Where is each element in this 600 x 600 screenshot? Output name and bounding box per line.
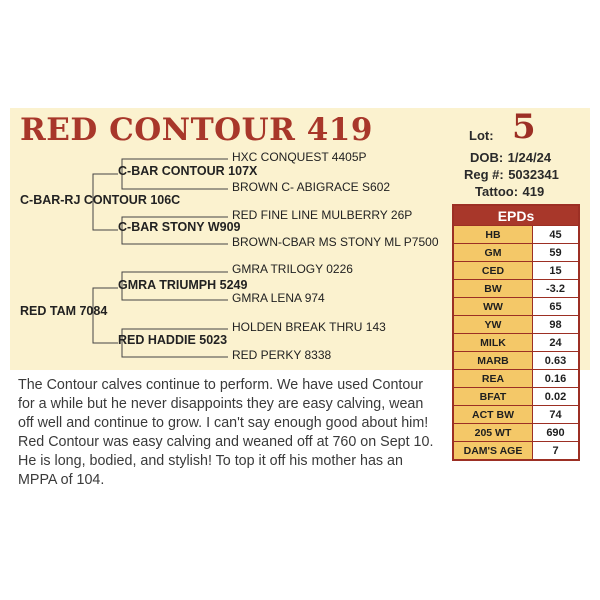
epd-label: REA (453, 370, 533, 388)
epd-row (453, 352, 579, 370)
pedigree-sire-dam: C-BAR STONY W909 (118, 220, 241, 234)
pedigree-sire-sire-dam: BROWN C- ABIGRACE S602 (232, 180, 391, 194)
pedigree-dam-sire-dam: GMRA LENA 974 (232, 291, 325, 305)
pedigree-sire-sire: C-BAR CONTOUR 107X (118, 164, 258, 178)
epd-row (453, 424, 579, 442)
epd-label: GM (453, 244, 533, 262)
epd-value: -3.2 (533, 280, 580, 298)
epd-value: 59 (533, 244, 580, 262)
epd-table (452, 204, 580, 461)
epd-label: 205 WT (453, 424, 533, 442)
epd-value: 0.63 (533, 352, 580, 370)
epd-value: 7 (533, 442, 580, 461)
epd-row (453, 370, 579, 388)
pedigree-sire-dam-dam: BROWN-CBAR MS STONY ML P7500 (232, 235, 439, 249)
epd-row (453, 244, 579, 262)
lot-label: Lot: (469, 128, 494, 143)
dob-label: DOB: (470, 150, 504, 165)
tattoo-value: 419 (522, 184, 545, 199)
description-paragraph: The Contour calves continue to perform. We have used Contour for a while but he never disappoints they are easy calving, wean off well and continue to grow. I can't say enough good about him! Red Contour was easy calving and weaned off at 760 on Sept 10. He is long, bodied, and stylish! To top it off his mother has an MPPA of 104. (18, 377, 434, 488)
pedigree-dam-sire: GMRA TRIUMPH 5249 (118, 278, 248, 292)
epd-label: MARB (453, 352, 533, 370)
epd-value: 98 (533, 316, 580, 334)
animal-name-title: RED CONTOUR 419 (20, 112, 373, 148)
pedigree-dam-dam-sire: HOLDEN BREAK THRU 143 (232, 320, 386, 334)
pedigree-dam: RED TAM 7084 (20, 304, 108, 318)
epd-row (453, 388, 579, 406)
epd-label: WW (453, 298, 533, 316)
pedigree-dam-dam: RED HADDIE 5023 (118, 333, 228, 347)
pedigree-sire: C-BAR-RJ CONTOUR 106C (20, 193, 181, 207)
epd-value: 65 (533, 298, 580, 316)
epd-value: 0.16 (533, 370, 580, 388)
pedigree-dam-sire-sire: GMRA TRILOGY 0226 (232, 262, 353, 276)
epd-row (453, 298, 579, 316)
epd-label: YW (453, 316, 533, 334)
epd-value: 15 (533, 262, 580, 280)
epd-row (453, 226, 579, 244)
reg-label: Reg #: (464, 167, 504, 182)
pedigree-sire-dam-sire: RED FINE LINE MULBERRY 26P (232, 208, 413, 222)
lot-number: 5 (512, 107, 536, 147)
epd-value: 74 (533, 406, 580, 424)
tattoo-label: Tattoo: (475, 184, 519, 199)
epd-label: DAM'S AGE (453, 442, 533, 461)
epd-value: 690 (533, 424, 580, 442)
epd-value: 45 (533, 226, 580, 244)
dob-value: 1/24/24 (507, 150, 552, 165)
epd-label: BW (453, 280, 533, 298)
epd-row (453, 406, 579, 424)
epd-label: BFAT (453, 388, 533, 406)
epd-row (453, 262, 579, 280)
epd-row (453, 316, 579, 334)
epd-label: ACT BW (453, 406, 533, 424)
epd-label: HB (453, 226, 533, 244)
epd-label: MILK (453, 334, 533, 352)
epd-row (453, 280, 579, 298)
epd-label: CED (453, 262, 533, 280)
pedigree-dam-dam-dam: RED PERKY 8338 (232, 348, 332, 362)
reg-value: 5032341 (508, 167, 559, 182)
epd-value: 0.02 (533, 388, 580, 406)
epd-row (453, 334, 579, 352)
epd-value: 24 (533, 334, 580, 352)
pedigree-sire-sire-sire: HXC CONQUEST 4405P (232, 150, 367, 164)
epd-row (453, 442, 579, 461)
epd-header: EPDs (453, 205, 579, 226)
